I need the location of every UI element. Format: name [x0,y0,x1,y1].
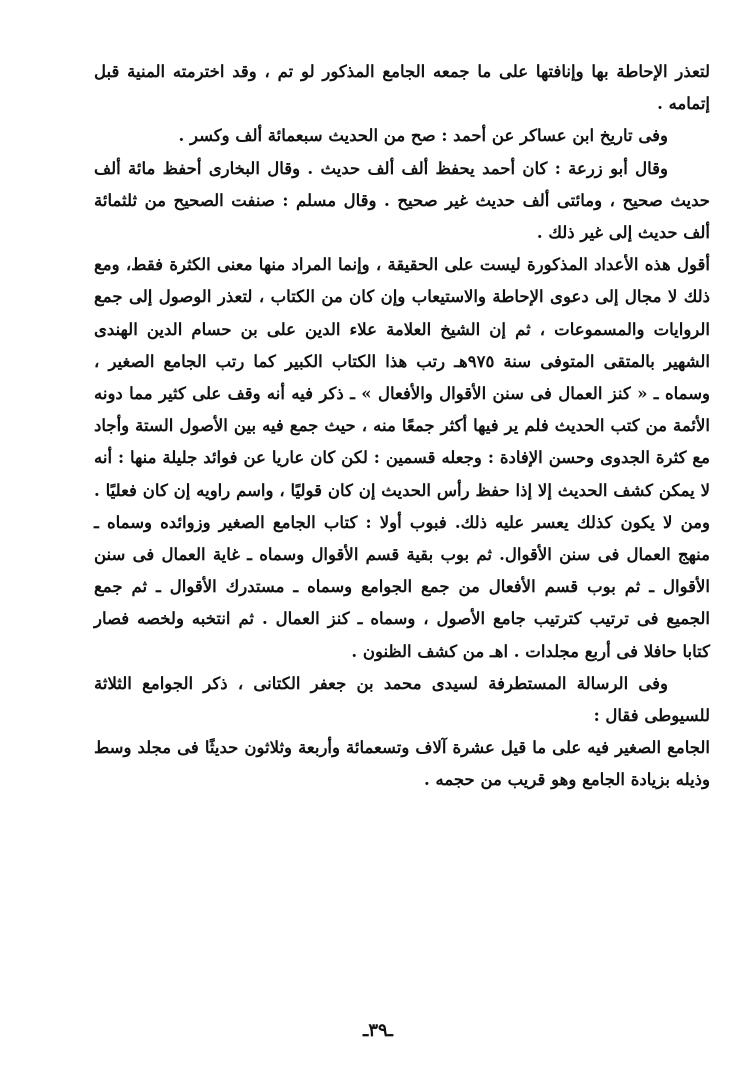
paragraph-ibn-asakir: وفى تاريخ ابن عساكر عن أحمد : صح من الحديث سبعمائة ألف وكسر . [178,126,668,146]
page-body-text [94,56,710,797]
paragraph-author-comment: أقول هذه الأعداد المذكورة ليست على الحقيقة ، وإنما المراد منها معنى الكثرة فقط، ومع ذلك لا مجال إلى دعوى الإحاطة والاستيعاب وإن كان من الكتاب ، لتعذر الوصول إلى جمع الروايات والمسموعات ، ثم إن الشيخ العلامة علاء الدين على بن حسام الدين الهندى الشهير بالمتقى المتوفى سنة ٩٧٥هـ رتب هذا الكتاب الكبير كما رتب الجامع الصغير ، وسماه ـ « كنز العمال فى سنن الأقوال والأفعال » ـ ذكر فيه أنه وقف على كثير مما دونه الأئمة من كتب الحديث فلم ير فيها أكثر جمعًا منه ، حيث جمع فيه بين الأصول الستة وأجاد مع كثرة الجدوى وحسن الإفادة : وجعله قسمين : لكن كان عاريا عن فوائد جليلة منها : أنه لا يمكن كشف الحديث إلا إذا حفظ رأس الحديث إن كان قوليًا ، واسم راويه إن كان فعليًا . ومن لا يكون كذلك يعسر عليه ذلك. فبوب أولا : كتاب الجامع الصغير وزوائده وسماه ـ منهج العمال فى سنن الأقوال. ثم بوب بقية قسم الأقوال وسماه ـ غاية العمال فى سنن الأقوال ـ ثم بوب قسم الأفعال من جمع الجوامع وسماه ـ مستدرك الأقوال ـ ثم جمع الجميع فى ترتيب كترتيب جامع الأصول ، وسماه ـ كنز العمال . ثم انتخبه ولخصه فصار كتابا حافلا فى أربع مجلدات . اهـ من كشف الظنون . [94,255,710,661]
paragraph-abu-zura: وقال أبو زرعة : كان أحمد يحفظ ألف ألف حديث . وقال البخارى أحفظ مائة ألف حديث صحيح ، ومائتى ألف حديث غير صحيح . وقال مسلم : صنفت الصحيح من ثلثمائة ألف حديث إلى غير ذلك . [94,158,710,243]
page-number: ـ٣٩ـ [363,1020,393,1041]
paragraph-risala-mustatrafa: وفى الرسالة المستطرفة لسيدى محمد بن جعفر الكتانى ، ذكر الجوامع الثلاثة للسيوطى فقال : [94,673,710,726]
paragraph-jami-saghir: الجامع الصغير فيه على ما قيل عشرة آلاف وتسعمائة وأربعة وثلاثون حديثًا فى مجلد وسط وذيله بزيادة الجامع وهو قريب من حجمه . [94,738,710,790]
paragraph-continuation: لتعذر الإحاطة بها وإنافتها على ما جمعه الجامع المذكور لو تم ، وقد اخترمته المنية قبل إتمامه . [94,62,710,114]
